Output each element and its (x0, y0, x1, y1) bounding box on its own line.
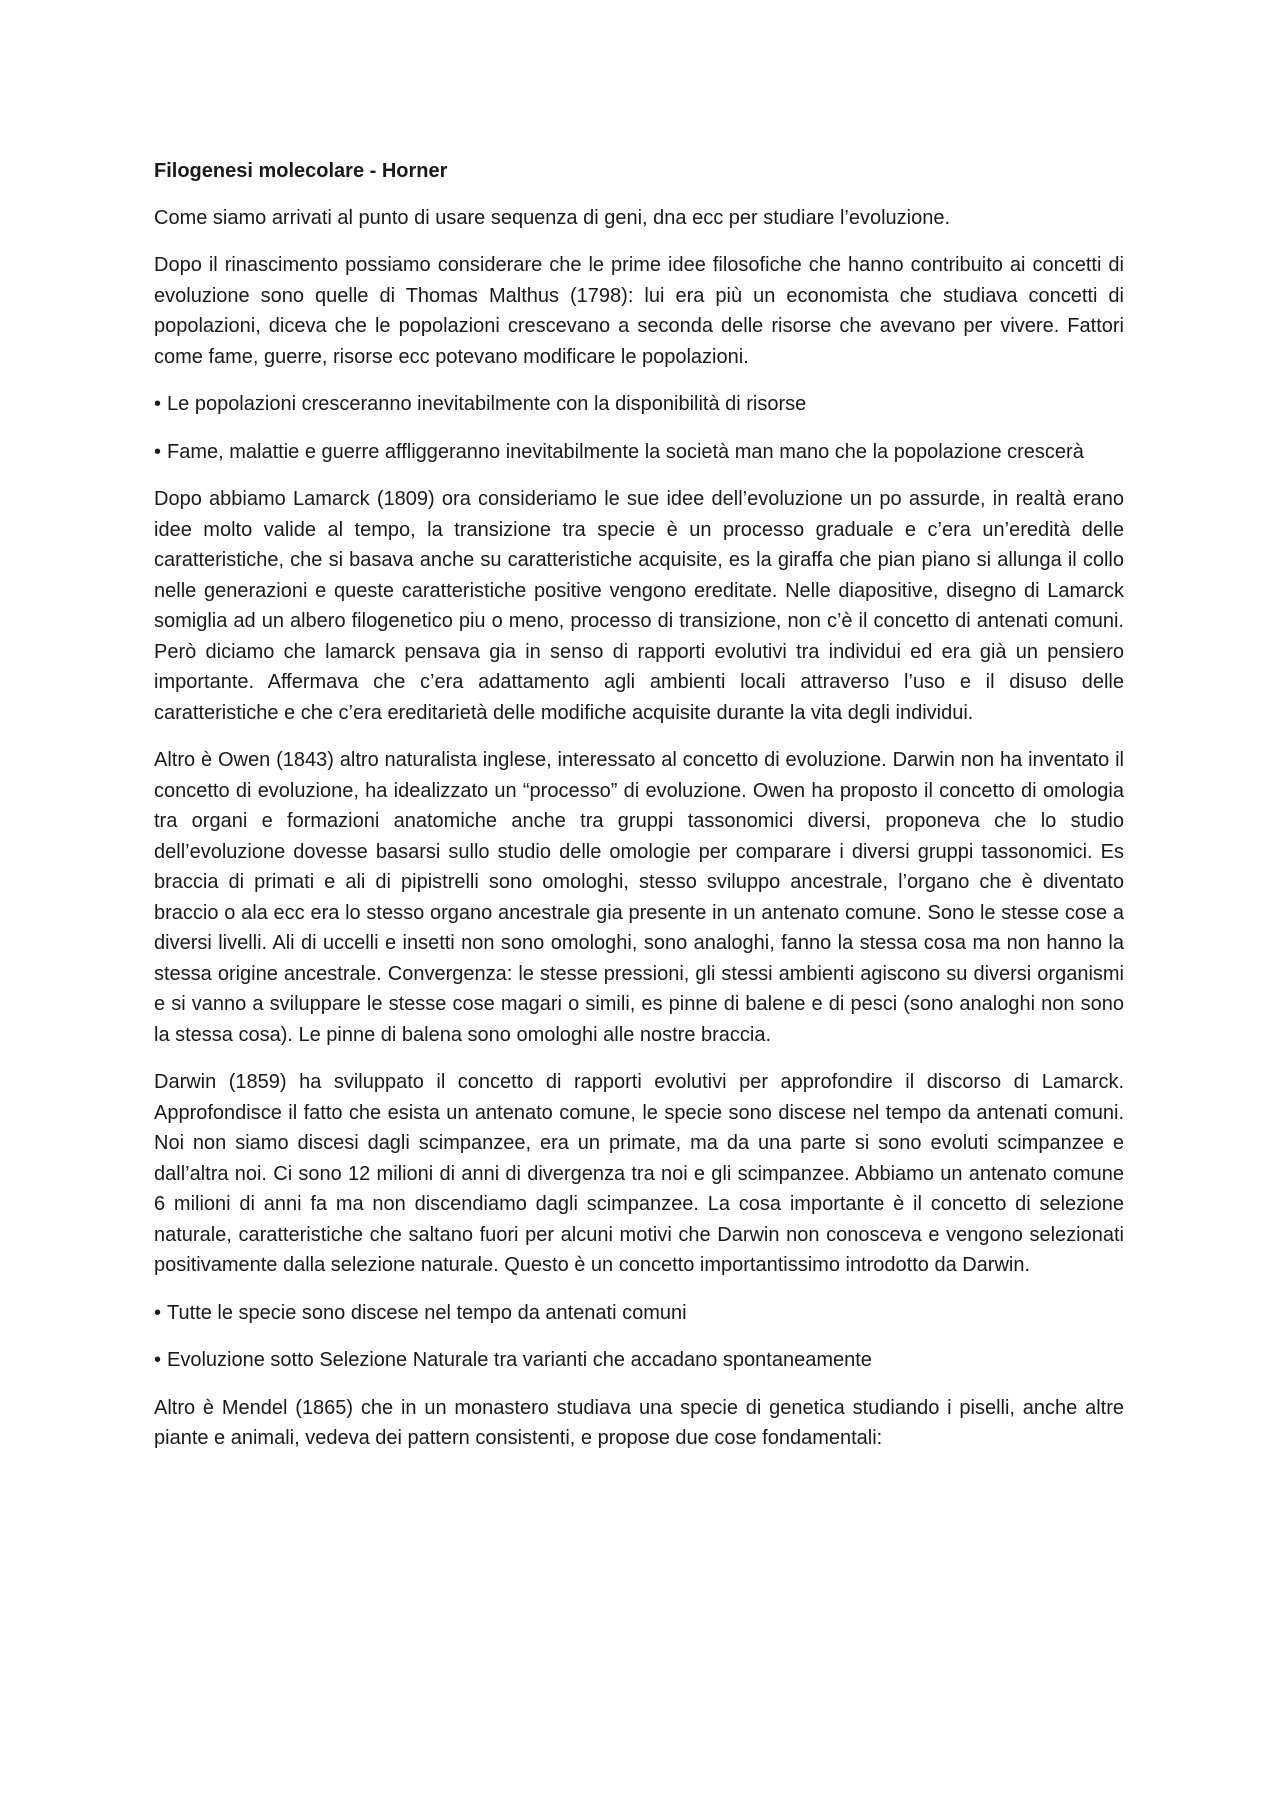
bullet-dot: • (154, 393, 162, 415)
document-title: Filogenesi molecolare - Horner (154, 160, 448, 182)
bullet-item-malthus-2 (154, 437, 1124, 468)
bullet-text: Tutte le specie sono discese nel tempo da antenati comuni (167, 1301, 687, 1324)
document-page (154, 156, 1124, 1471)
bullet-text: Fame, malattie e guerre affliggeranno inevitabilmente la società man mano che la popolazione crescerà (167, 440, 1084, 463)
paragraph-lamarck: Dopo abbiamo Lamarck (1809) ora consideriamo le sue idee dell’evoluzione un po assurde, in realtà erano idee molto valide al tempo, la transizione tra specie è un processo graduale e c’era un’eredità delle caratteristiche, che si basava anche su caratteristiche acquisite, es la giraffa che pian piano si allunga il collo nelle generazioni e queste caratteristiche positive vengono ereditate. Nelle diapositive, disegno di Lamarck somiglia ad un albero filogenetico piu o meno, processo di transizione, non c’è il concetto di antenati comuni. Però diciamo che lamarck pensava gia in senso di rapporti evolutivi tra individui ed era già un pensiero importante. Affermava che c’era adattamento agli ambienti locali attraverso l’uso e il disuso delle caratteristiche e che c’era ereditarietà delle modifiche acquisite durante la vita degli individui. (154, 488, 1124, 724)
bullet-dot: • (154, 440, 162, 463)
paragraph-darwin: Darwin (1859) ha sviluppato il concetto di rapporti evolutivi per approfondire il discorso di Lamarck. Approfondisce il fatto che esista un antenato comune, le specie sono discese nel tempo da antenati comuni. Noi non siamo discesi dagli scimpanzee, era un primate, ma da una parte si sono evoluti scimpanzee e dall’altra noi. Ci sono 12 milioni di anni di divergenza tra noi e gli scimpanzee. Abbiamo un antenato comune 6 milioni di anni fa ma non discendiamo dagli scimpanzee. La cosa importante è il concetto di selezione naturale, caratteristiche che saltano fuori per alcuni motivi che Darwin non conosceva e vengono selezionati positivamente dalla selezione naturale. Questo è un concetto importantissimo introdotto da Darwin. (154, 1071, 1124, 1276)
bullet-dot: • (154, 1349, 162, 1371)
paragraph-mendel: Altro è Mendel (1865) che in un monastero studiava una specie di genetica studiando i piselli, anche altre piante e animali, vedeva dei pattern consistenti, e propose due cose fondamentali: (154, 1396, 1124, 1449)
bullet-item-darwin-2 (154, 1345, 1124, 1376)
bullet-text: Le popolazioni cresceranno inevitabilmente con la disponibilità di risorse (167, 393, 807, 415)
bullet-item-darwin-1 (154, 1298, 1124, 1329)
paragraph-malthus: Dopo il rinascimento possiamo considerare che le prime idee filosofiche che hanno contribuito ai concetti di evoluzione sono quelle di Thomas Malthus (1798): lui era più un economista che studiava concetti di popolazioni, diceva che le popolazioni crescevano a seconda delle risorse che avevano per vivere. Fattori come fame, guerre, risorse ecc potevano modificare le popolazioni. (154, 254, 1124, 368)
paragraph-intro: Come siamo arrivati al punto di usare sequenza di geni, dna ecc per studiare l’evoluzione. (154, 206, 951, 229)
bullet-item-malthus-1 (154, 389, 1124, 420)
bullet-text: Evoluzione sotto Selezione Naturale tra varianti che accadano spontaneamente (167, 1349, 872, 1371)
bullet-dot: • (154, 1301, 162, 1324)
paragraph-owen: Altro è Owen (1843) altro naturalista inglese, interessato al concetto di evoluzione. Darwin non ha inventato il concetto di evoluzione, ha idealizzato un “processo” di evoluzione. Owen ha proposto il concetto di omologia tra organi e formazioni anatomiche anche tra gruppi tassonomici diversi, proponeva che lo studio dell’evoluzione dovesse basarsi sullo studio delle omologie per comparare i diversi gruppi tassonomici. Es braccia di primati e ali di pipistrelli sono omologhi, stesso sviluppo ancestrale, l’organo che è diventato braccio o ala ecc era lo stesso organo ancestrale gia presente in un antenato comune. Sono le stesse cose a diversi livelli. Ali di uccelli e insetti non sono omologhi, sono analoghi, fanno la stessa cosa ma non hanno la stessa origine ancestrale. Convergenza: le stesse pressioni, gli stessi ambienti agiscono su diversi organismi e si vanno a sviluppare le stesse cose magari o simili, es pinne di balene e di pesci (sono analoghi non sono la stessa cosa). Le pinne di balena sono omologhi alle nostre braccia. (154, 749, 1124, 1046)
